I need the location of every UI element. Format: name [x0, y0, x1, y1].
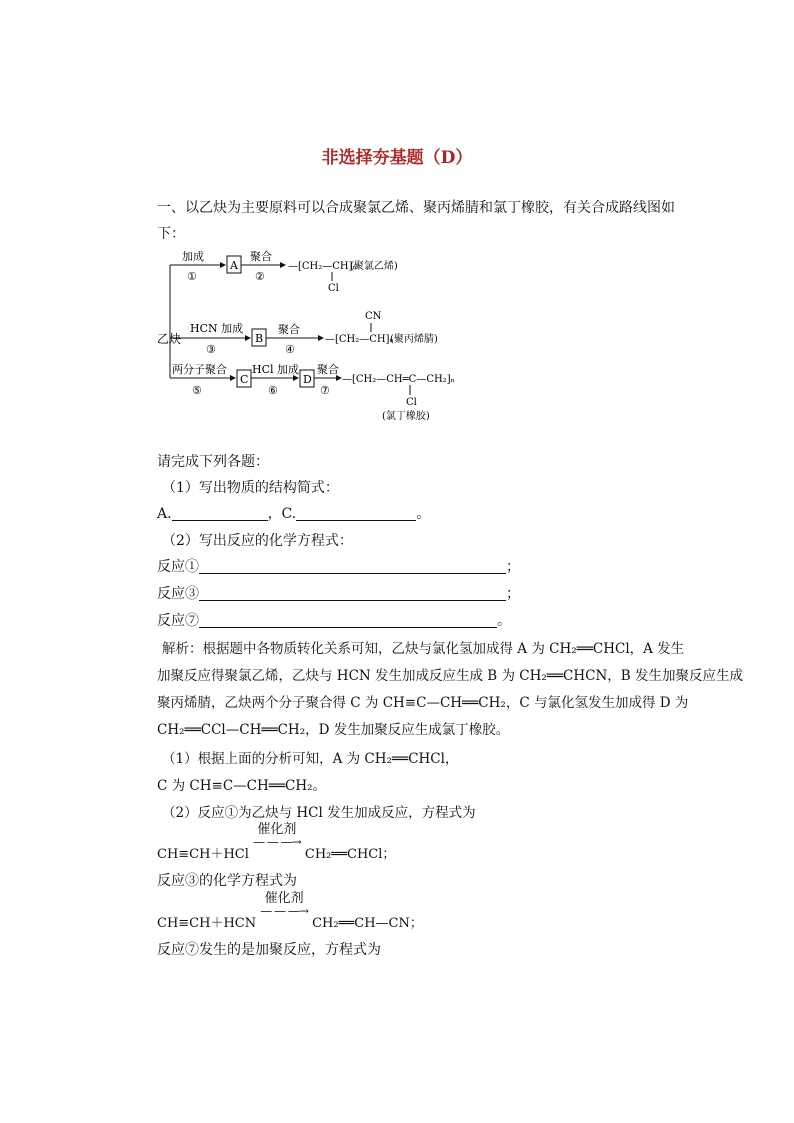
route3-product-name: (氯丁橡胶): [382, 411, 430, 422]
question-line-1: 一、以乙炔为主要原料可以合成聚氯乙烯、聚丙烯腈和氯丁橡胶，有关合成路线图如: [157, 200, 675, 216]
route1-step2-label: 聚合: [250, 250, 272, 263]
r1-line: [157, 556, 520, 576]
analysis-line-3: 聚丙烯腈，乙炔两个分子聚合得 C 为 CH≡C—CH══CH₂，C 与氯化氢发生加成得 D 为: [157, 695, 689, 711]
answer-blank-c[interactable]: [296, 506, 416, 521]
eq2-catalyst-arrow: [260, 893, 308, 917]
r7-period: 。: [497, 613, 511, 629]
analysis-line-9: 反应⑦发生的是加聚反应，方程式为: [157, 942, 381, 958]
synthesis-route-diagram: [150, 245, 470, 435]
arrow-icon: — — —→: [253, 835, 301, 849]
eq1-right: CH₂══CHCl；: [304, 847, 396, 862]
eq1-catalyst-arrow: [253, 824, 301, 848]
analysis-line-6: C 为 CH≡C—CH══CH₂。: [157, 778, 327, 794]
q1-end: 。: [416, 506, 431, 522]
answer-blank-r7[interactable]: [199, 613, 497, 628]
route2-product-name: (聚丙烯腈): [390, 334, 438, 345]
route1-product-name: (聚氯乙烯): [350, 261, 398, 272]
route1-step2-num: ②: [255, 270, 265, 283]
r3-label: 反应③: [157, 586, 199, 602]
route2-step1-label: HCN 加成: [190, 322, 244, 335]
route3-box2-label: D: [303, 373, 312, 386]
route3-box1-label: C: [240, 373, 249, 386]
route1-step1-num: ①: [187, 270, 197, 283]
eq1-catalyst: 催化剂: [257, 822, 297, 837]
question-line-2: 下：: [157, 226, 185, 242]
route1-box-label: A: [230, 259, 238, 272]
route1-step1-label: 加成: [182, 250, 204, 263]
equation-1: [157, 824, 395, 862]
arrow-icon: — — —→: [260, 904, 308, 918]
route3-step3-num: ⑦: [320, 384, 330, 397]
analysis-line-4: CH₂══CCl—CH══CH₂，D 发生加聚反应生成氯丁橡胶。: [157, 722, 510, 738]
prompt: 请完成下列各题：: [157, 454, 269, 470]
q1-answer-line: [157, 503, 430, 523]
route2-box-label: B: [255, 332, 264, 345]
route3-product: —[CH₂—CH═C—CH₂]ₙ: [342, 374, 455, 385]
equation-2: [157, 893, 423, 931]
r1-label: 反应①: [157, 559, 199, 575]
r3-semi: ；: [506, 586, 520, 602]
route3-product-sub: Cl: [406, 397, 417, 408]
route3-step2-label: HCl 加成: [252, 363, 300, 376]
answer-blank-r3[interactable]: [199, 586, 506, 601]
route2-step1-num: ③: [206, 343, 216, 356]
route2-product: —[CH₂—CH]ₙ: [325, 334, 394, 345]
page-title: 非选择夯基题（D）: [321, 148, 473, 168]
eq2-catalyst: 催化剂: [264, 891, 304, 906]
route1-product: —[CH₂—CH]ₙ: [288, 261, 357, 272]
q1-sep: ，C.: [267, 506, 297, 522]
route2-product-sup: CN: [365, 311, 382, 322]
answer-blank-r1[interactable]: [199, 559, 506, 574]
analysis-line-2: 加聚反应得聚氯乙烯，乙炔与 HCN 发生加成反应生成 B 为 CH₂══CHCN，B 发生加聚反应生成: [157, 668, 744, 684]
q1-label: （1）写出物质的结构简式：: [162, 480, 339, 496]
eq2-right: CH₂══CH—CN；: [312, 916, 423, 931]
answer-blank-a[interactable]: [172, 506, 268, 521]
route2-step2-label: 聚合: [278, 323, 300, 336]
route3-step3-label: 聚合: [317, 363, 339, 376]
route3-step1-label: 两分子聚合: [172, 363, 227, 376]
q1-a-prefix: A.: [157, 506, 172, 522]
eq1-left: CH≡CH＋HCl: [157, 847, 249, 862]
route3-step2-num: ⑥: [268, 384, 278, 397]
eq2-left: CH≡CH＋HCN: [157, 916, 257, 931]
analysis-line-1: 解析：根据题中各物质转化关系可知，乙炔与氯化氢加成得 A 为 CH₂══CHCl，A 发生: [162, 641, 685, 657]
r7-line: [157, 610, 511, 630]
analysis-line-7: （2）反应①为乙炔与 HCl 发生加成反应，方程式为: [162, 805, 476, 821]
start-label: 乙炔: [157, 332, 182, 346]
route1-product-sub: Cl: [328, 283, 339, 294]
route2-step2-num: ④: [285, 343, 295, 356]
q2-label: （2）写出反应的化学方程式：: [162, 533, 353, 549]
r7-label: 反应⑦: [157, 613, 199, 629]
route3-step1-num: ⑤: [192, 384, 202, 397]
r1-semi: ；: [506, 559, 520, 575]
analysis-line-5: （1）根据上面的分析可知，A 为 CH₂══CHCl，: [162, 751, 459, 767]
analysis-line-8: 反应③的化学方程式为: [157, 873, 297, 889]
r3-line: [157, 583, 520, 603]
